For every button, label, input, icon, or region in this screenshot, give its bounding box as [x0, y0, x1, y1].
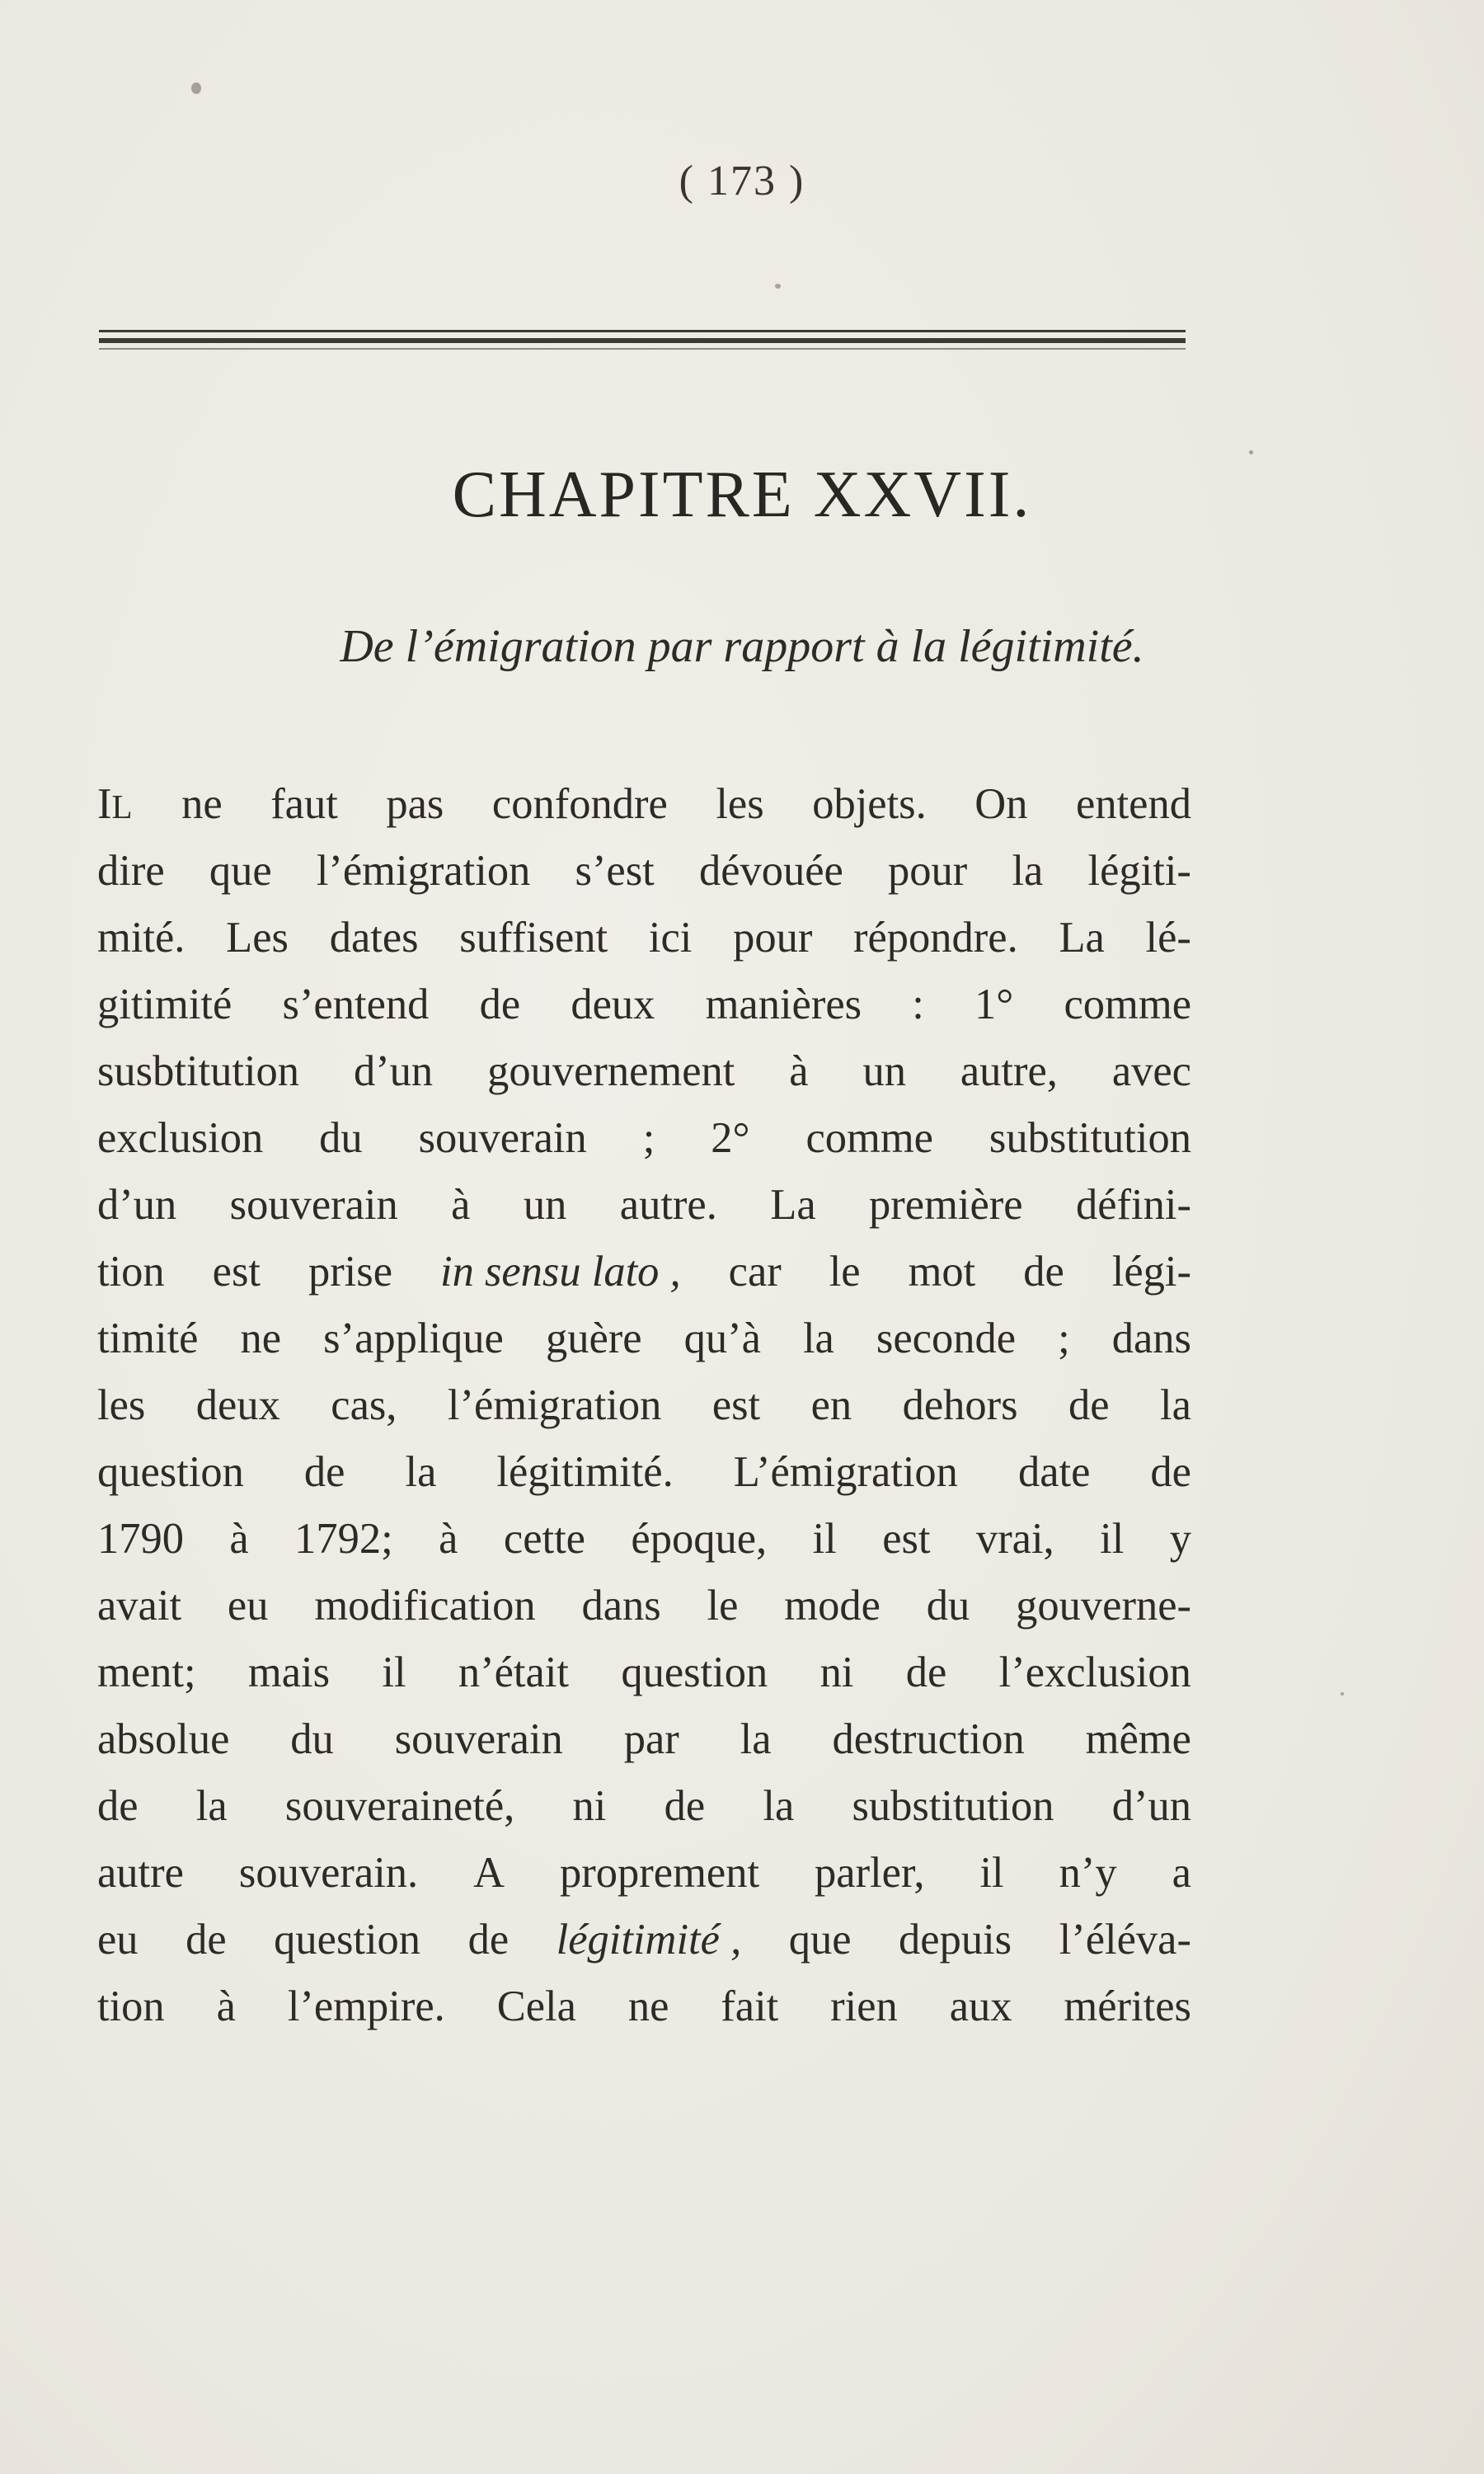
text-line: [97, 1639, 1191, 1706]
word: à: [789, 1047, 809, 1095]
word: suffisent: [459, 914, 608, 962]
word: :: [912, 981, 924, 1028]
word: dans: [581, 1582, 661, 1630]
word: s’entend: [282, 981, 430, 1028]
word: souverain: [229, 1181, 398, 1229]
text-line: [97, 1038, 1191, 1105]
word: absolue: [97, 1715, 230, 1763]
word: aux: [949, 1982, 1012, 2030]
word: tion: [97, 1982, 165, 2030]
word: vrai,: [975, 1515, 1054, 1563]
word: il: [382, 1649, 406, 1696]
word: seconde: [876, 1315, 1016, 1362]
word: de: [467, 1916, 510, 1964]
word: la: [405, 1448, 437, 1496]
word: dévouée: [698, 847, 843, 895]
text-line: [97, 905, 1191, 971]
text-line: [97, 1907, 1191, 1973]
text-line: [97, 1172, 1191, 1239]
word: La: [1059, 914, 1105, 962]
word: lé-: [1145, 914, 1191, 962]
word: du: [926, 1582, 970, 1630]
text-line: [97, 1372, 1191, 1439]
word: eu: [97, 1916, 139, 1964]
word: de: [664, 1782, 706, 1830]
word: les: [97, 1381, 146, 1429]
word: même: [1085, 1715, 1191, 1763]
word: gouverne-: [1016, 1582, 1191, 1630]
text-line: [97, 1506, 1191, 1573]
page-number: ( 173 ): [679, 158, 805, 205]
word: avec: [1111, 1047, 1191, 1095]
word: souverain: [394, 1715, 563, 1763]
word: mot: [908, 1248, 976, 1296]
word: tion: [97, 1248, 165, 1296]
word: question: [274, 1916, 421, 1964]
word: mérites: [1064, 1982, 1191, 2030]
word: substitution: [852, 1782, 1054, 1830]
word: n’était: [458, 1649, 569, 1696]
header-rule-thick: [99, 338, 1186, 343]
word: un: [523, 1181, 567, 1229]
text-line: [97, 1573, 1191, 1639]
word: date: [1017, 1448, 1091, 1496]
word: légitimité.: [496, 1448, 674, 1496]
word: l’éléva-: [1059, 1916, 1191, 1964]
word: l’émigration: [447, 1381, 662, 1429]
word: la: [802, 1315, 834, 1362]
word: de: [1150, 1448, 1191, 1496]
word: confondre: [491, 780, 668, 828]
word: 1792;: [294, 1515, 393, 1563]
word: ne: [240, 1315, 282, 1362]
text-line: [97, 1239, 1191, 1305]
word: substitution: [989, 1114, 1191, 1162]
word: ne: [627, 1982, 669, 2030]
word: est: [711, 1381, 761, 1429]
word: y: [1169, 1515, 1191, 1563]
word: La: [770, 1181, 816, 1229]
text-line: [97, 838, 1191, 905]
word: de: [303, 1448, 345, 1496]
word: l’exclusion: [998, 1649, 1191, 1696]
word: il: [1100, 1515, 1125, 1563]
body-paragraph: [97, 771, 1191, 2040]
word: A: [473, 1849, 505, 1897]
word: objets.: [812, 780, 927, 828]
chapter-title: CHAPITRE XXVII.: [452, 459, 1032, 531]
word: eu: [227, 1582, 269, 1630]
word: question: [97, 1448, 244, 1496]
word: comme: [805, 1114, 933, 1162]
word: dans: [1111, 1315, 1191, 1362]
word: d’un: [97, 1181, 177, 1229]
word: souveraineté,: [284, 1782, 515, 1830]
word: cette: [503, 1515, 585, 1563]
word: est: [212, 1248, 261, 1296]
paper-speck: [191, 82, 201, 94]
word: d’un: [353, 1047, 434, 1095]
word: défini-: [1075, 1181, 1191, 1229]
word: susbtitution: [97, 1047, 300, 1095]
word: pour: [888, 847, 968, 895]
word: qu’à: [683, 1315, 761, 1362]
word: destruction: [832, 1715, 1025, 1763]
text-line: [97, 1105, 1191, 1172]
word: du: [290, 1715, 334, 1763]
word: exclusion: [97, 1114, 264, 1162]
word: 1°: [974, 981, 1014, 1028]
word: époque,: [631, 1515, 768, 1563]
word: parler,: [815, 1849, 925, 1897]
text-line: [97, 1840, 1191, 1907]
word: à: [229, 1515, 249, 1563]
word: le: [707, 1582, 739, 1630]
word: entend: [1076, 780, 1191, 828]
word: un: [862, 1047, 906, 1095]
word: légiti-: [1087, 847, 1191, 895]
text-line: [97, 971, 1191, 1038]
word: de: [479, 981, 521, 1028]
word: la: [1012, 847, 1044, 895]
word: légitimité ,: [556, 1916, 742, 1964]
word: autre: [97, 1849, 184, 1897]
word: la: [763, 1782, 795, 1830]
word: fait: [721, 1982, 779, 2030]
word: 1790: [97, 1515, 184, 1563]
text-line: [97, 1706, 1191, 1773]
word: rien: [830, 1982, 898, 2030]
chapter-subtitle: De l’émigration par rapport à la légitimité.: [340, 621, 1144, 672]
word: dates: [329, 914, 419, 962]
word: l’émigration: [316, 847, 531, 895]
word: deux: [571, 981, 655, 1028]
word: répondre.: [853, 914, 1018, 962]
paper-speck: [1249, 450, 1253, 454]
paper-speck: [775, 284, 781, 289]
word: souverain.: [238, 1849, 419, 1897]
word: à: [439, 1515, 458, 1563]
word: ni: [572, 1782, 607, 1830]
word: légi-: [1111, 1248, 1191, 1296]
word: n’y: [1059, 1849, 1117, 1897]
word: mode: [784, 1582, 881, 1630]
word: que: [209, 847, 272, 895]
word: ici: [648, 914, 693, 962]
word: d’un: [1111, 1782, 1191, 1830]
word: souverain: [418, 1114, 587, 1162]
word: il: [979, 1849, 1004, 1897]
word: la: [1160, 1381, 1191, 1429]
word: depuis: [899, 1916, 1012, 1964]
word: à: [451, 1181, 471, 1229]
word: pas: [386, 780, 444, 828]
word: il: [812, 1515, 837, 1563]
text-line: [97, 1773, 1191, 1840]
word: L’émigration: [733, 1448, 958, 1496]
word: mité.: [97, 914, 186, 962]
word: la: [740, 1715, 772, 1763]
word: s’est: [575, 847, 655, 895]
word: in sensu lato ,: [439, 1248, 681, 1296]
word: est: [882, 1515, 931, 1563]
word: Les: [226, 914, 289, 962]
word: autre.: [619, 1181, 717, 1229]
word: la: [195, 1782, 228, 1830]
word: autre,: [960, 1047, 1058, 1095]
word: mais: [247, 1649, 331, 1696]
header-rule-underline: [99, 348, 1186, 350]
word: que: [788, 1916, 852, 1964]
word: guère: [545, 1315, 642, 1362]
word: On: [974, 780, 1028, 828]
word: question: [621, 1649, 768, 1696]
text-line: [97, 1973, 1191, 2040]
word: de: [186, 1916, 227, 1964]
word: en: [810, 1381, 852, 1429]
word: timité: [97, 1315, 199, 1362]
word: Cela: [496, 1982, 576, 2030]
word: l’empire.: [287, 1982, 445, 2030]
word: deux: [195, 1381, 280, 1429]
word: ;: [642, 1114, 655, 1162]
word: de: [1068, 1381, 1110, 1429]
word: le: [829, 1248, 861, 1296]
word: les: [716, 780, 764, 828]
word: pour: [733, 914, 813, 962]
word: première: [869, 1181, 1023, 1229]
word: car: [728, 1248, 782, 1296]
paper-speck: [1341, 1692, 1344, 1696]
word: a: [1172, 1849, 1191, 1897]
word: ment;: [97, 1649, 196, 1696]
word: comme: [1064, 981, 1191, 1028]
word: prise: [308, 1248, 393, 1296]
word: s’applique: [323, 1315, 504, 1362]
word: faut: [270, 780, 338, 828]
word: proprement: [560, 1849, 760, 1897]
word: de: [97, 1782, 139, 1830]
word: gouvernement: [487, 1047, 735, 1095]
word: gitimité: [97, 981, 232, 1028]
word: manières: [705, 981, 862, 1028]
word: 2°: [711, 1114, 750, 1162]
word: dire: [97, 847, 165, 895]
word: dehors: [902, 1381, 1018, 1429]
word: de: [1023, 1248, 1064, 1296]
word: de: [905, 1649, 947, 1696]
word: du: [319, 1114, 363, 1162]
text-line: [97, 1305, 1191, 1372]
word: modification: [314, 1582, 536, 1630]
word: par: [623, 1715, 679, 1763]
text-line: [97, 1439, 1191, 1506]
word: avait: [97, 1582, 182, 1630]
word: ne: [181, 780, 223, 828]
text-line: [97, 771, 1191, 838]
word: IL: [97, 780, 134, 828]
word: à: [216, 1982, 236, 2030]
word: ;: [1058, 1315, 1070, 1362]
word: ni: [819, 1649, 854, 1696]
header-rule-thin: [99, 330, 1186, 332]
word: cas,: [331, 1381, 397, 1429]
